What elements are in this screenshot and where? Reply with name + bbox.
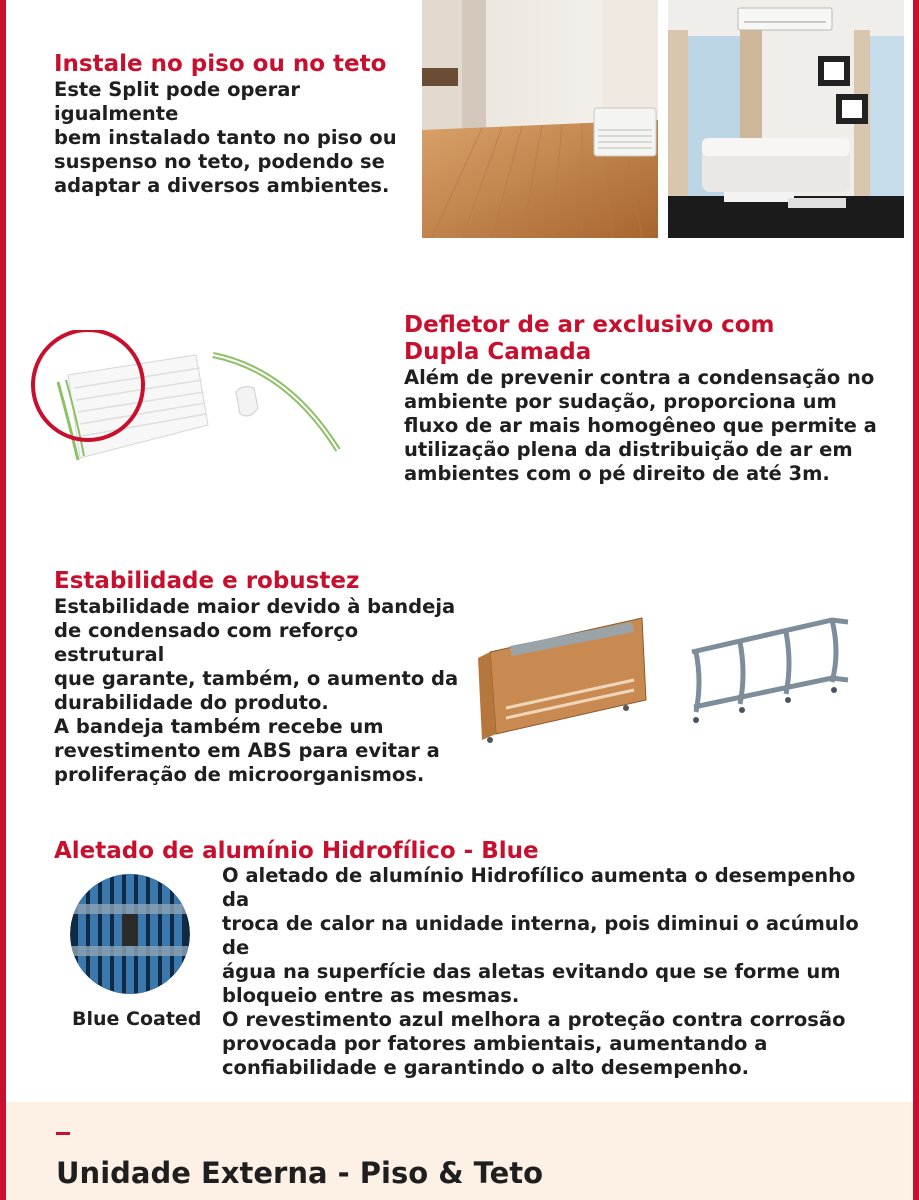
section-install	[54, 51, 414, 198]
left-border	[0, 0, 6, 1200]
section-deflector-title-line2: Dupla Camada	[404, 339, 592, 365]
floor-install-photo	[422, 0, 658, 238]
blue-coated-caption: Blue Coated	[72, 1008, 202, 1030]
section-fins	[54, 838, 614, 865]
ceiling-install-photo	[668, 0, 904, 238]
outdoor-unit-title: Unidade Externa - Piso & Teto	[56, 1156, 544, 1190]
outdoor-unit-banner	[6, 1102, 913, 1200]
section-deflector	[404, 312, 884, 486]
section-fins-title: Aletado de alumínio Hidrofílico - Blue	[54, 838, 539, 864]
section-install-text: Este Split pode operar igualmente bem instalado tanto no piso ou suspenso no teto, podendo se adaptar a diversos ambientes.	[54, 78, 397, 197]
section-deflector-title-line1: Defletor de ar exclusivo com	[404, 312, 775, 338]
accent-dash	[56, 1132, 70, 1135]
section-fins-body	[222, 864, 862, 1080]
section-stability	[54, 568, 474, 787]
section-install-title: Instale no piso ou no teto	[54, 51, 387, 77]
section-stability-text: Estabilidade maior devido à bandeja de condensado com reforço estrutural que garante, também, o aumento da durabilidade do produto. A bandeja também recebe um revestimento em ABS para evitar a proliferação de microorganismos.	[54, 595, 459, 786]
right-border	[913, 0, 919, 1200]
section-deflector-text: Além de prevenir contra a condensação no ambiente por sudação, proporciona um fluxo de ar mais homogêneo que permite a utilização plena da distribuição de ar em ambientes com o pé direito de até 3m.	[404, 366, 877, 485]
section-stability-title: Estabilidade e robustez	[54, 568, 360, 594]
blue-coated-fin-image	[70, 874, 190, 994]
section-fins-text: O aletado de alumínio Hidrofílico aumenta o desempenho da troca de calor na unidade interna, pois diminui o acúmulo de água na superfície das aletas evitando que se forme um bloqueio entre as mesmas. O revestimento azul melhora a proteção contra corrosão provocada por fatores ambientais, aumentando a confiabilidade e garantindo o alto desempenho.	[222, 864, 859, 1079]
deflector-illustration	[28, 330, 358, 475]
reinforcement-frame-illustration	[682, 612, 852, 732]
condensate-tray-illustration	[470, 612, 650, 747]
